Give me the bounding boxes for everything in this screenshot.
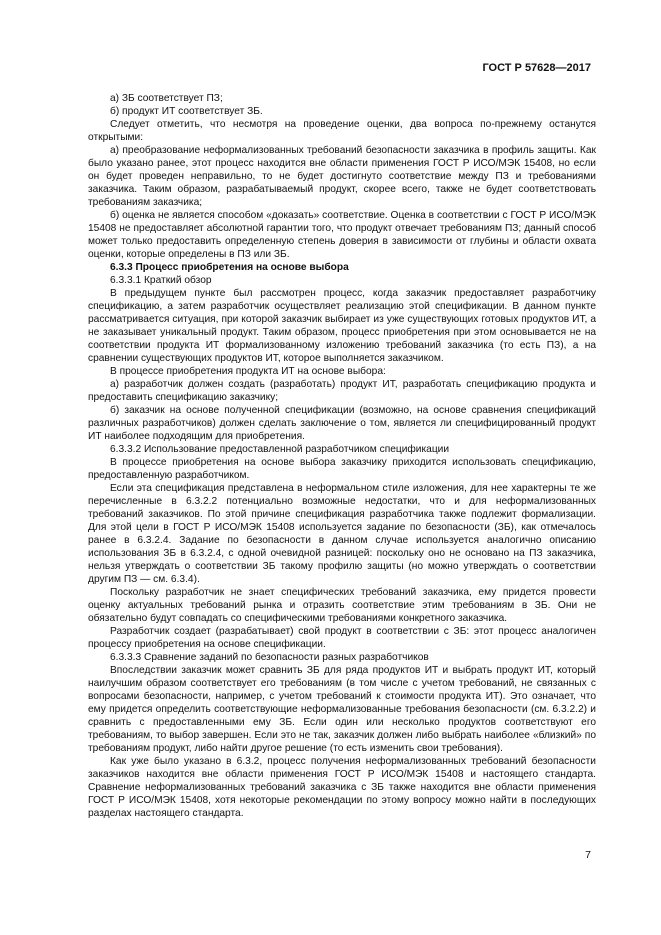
paragraph: Разработчик создает (разрабатывает) свой продукт в соответствии с ЗБ: этот процесс аналогичен процессу приобретения на основе спецификации. <box>88 626 596 650</box>
paragraph: б) оценка не является способом «доказать» соответствие. Оценка в соответствии с ГОСТ Р ИСО/МЭК 15408 не предоставляет абсолютной гарантии того, что продукт отвечает требованиям ПЗ; данный способ может только предоставить определенную степень доверия в зависимости от глубины и области охвата оценки, которые определены в ПЗ или ЗБ. <box>88 210 596 260</box>
paragraph: Поскольку разработчик не знает специфических требований заказчика, ему придется провести оценку актуальных требований рынка и отразить соответствие этим требованиям в ЗБ. Они не обязательно будут совпадать со специфическими требованиями конкретного заказчика. <box>88 587 596 624</box>
page-number: 7 <box>585 849 591 861</box>
paragraph: Следует отметить, что несмотря на проведение оценки, два вопроса по-прежнему останутся открытыми: <box>88 119 596 143</box>
paragraph: Как уже было указано в 6.3.2, процесс получения неформализованных требований безопасности заказчиков находится вне области применения ГОСТ Р ИСО/МЭК 15408 и настоящего стандарта. Сравнение неформализованных требований заказчика с ЗБ также находится вне области применения ГОСТ Р ИСО/МЭК 15408, хотя некоторые рекомендации по этому вопросу можно найти в последующих разделах настоящего стандарта. <box>88 756 596 819</box>
paragraph: б) продукт ИТ соответствует ЗБ. <box>110 106 263 117</box>
paragraph: В предыдущем пункте был рассмотрен процесс, когда заказчик предоставляет разработчику спецификацию, а затем разработчик осуществляет реализацию этой спецификации. В данном пункте рассматривается ситуация, при которой заказчик выбирает из уже существующих готовых продуктов ИТ, а не заказывает уникальный продукт. Таким образом, процесс приобретения при этом основывается не на соответствии продукта ИТ формализованному изложению требований заказчика (то есть ПЗ), а на сравнении существующих продуктов ИТ, которое выполняется заказчиком. <box>88 288 596 364</box>
section-heading: 6.3.3 Процесс приобретения на основе выбора <box>110 262 349 273</box>
paragraph: Впоследствии заказчик может сравнить ЗБ для ряда продуктов ИТ и выбрать продукт ИТ, который наилучшим образом соответствует его требованиям (в том числе с учетом требований, не связанных с вопросами безопасности, например, с учетом требований к стоимости продукта ИТ). Это означает, что ему придется определить соответствующие неформализованные требования безопасности (см. 6.3.2.2) и сравнить с предоставленными ему ЗБ. Если один или несколько продуктов соответствуют его требованиям, то выбор завершен. Если это не так, заказчик должен либо выбрать наиболее «близкий» по требованиям продукт, либо найти другое решение (то есть изменить свои требования). <box>88 665 596 754</box>
paragraph: а) разработчик должен создать (разработать) продукт ИТ, разработать спецификацию продукта и предоставить спецификацию заказчику; <box>88 379 596 403</box>
document-number: ГОСТ Р 57628—2017 <box>482 62 591 74</box>
paragraph: 6.3.3.1 Краткий обзор <box>110 275 212 286</box>
paragraph: 6.3.3.2 Использование предоставленной разработчиком спецификации <box>110 444 450 455</box>
paragraph: В процессе приобретения продукта ИТ на основе выбора: <box>110 366 386 377</box>
paragraph: В процессе приобретения на основе выбора заказчику приходится использовать спецификацию, предоставленную разработчиком. <box>88 457 596 481</box>
paragraph: а) преобразование неформализованных требований безопасности заказчика в профиль защиты. Как было указано ранее, этот процесс находится вне области применения ГОСТ Р ИСО/МЭК 15408, но если он будет проведен неправильно, то не будет достигнуто соответствие между ПЗ и требованиями заказчика. Таким образом, разрабатываемый продукт, скорее всего, также не будет соответствовать требованиям заказчика; <box>88 145 596 208</box>
paragraph: а) ЗБ соответствует ПЗ; <box>110 93 223 104</box>
paragraph: Если эта спецификация представлена в неформальном стиле изложения, для нее характерны те же перечисленные в 6.3.2.2 потенциально возможные недостатки, что и для неформализованных требований заказчиков. По этой причине спецификация разработчика также подлежит формализации. Для этой цели в ГОСТ Р ИСО/МЭК 15408 используется задание по безопасности (ЗБ), как отмечалось ранее в 6.3.2.4. Задание по безопасности в данном случае используется аналогично описанию использования ЗБ в 6.3.2.4, с одной очевидной разницей: поскольку оно не основано на ПЗ заказчика, нельзя утверждать о соответствии ЗБ такому профилю защиты (но можно утверждать о соответствии другим ПЗ — см. 6.3.4). <box>88 483 596 585</box>
paragraph: б) заказчик на основе полученной спецификации (возможно, на основе сравнения спецификаций различных разработчиков) должен сделать заключение о том, является ли специфицированный продукт ИТ наиболее подходящим для приобретения. <box>88 405 596 442</box>
document-body <box>88 92 596 820</box>
paragraph: 6.3.3.3 Сравнение заданий по безопасности разных разработчиков <box>110 652 429 663</box>
